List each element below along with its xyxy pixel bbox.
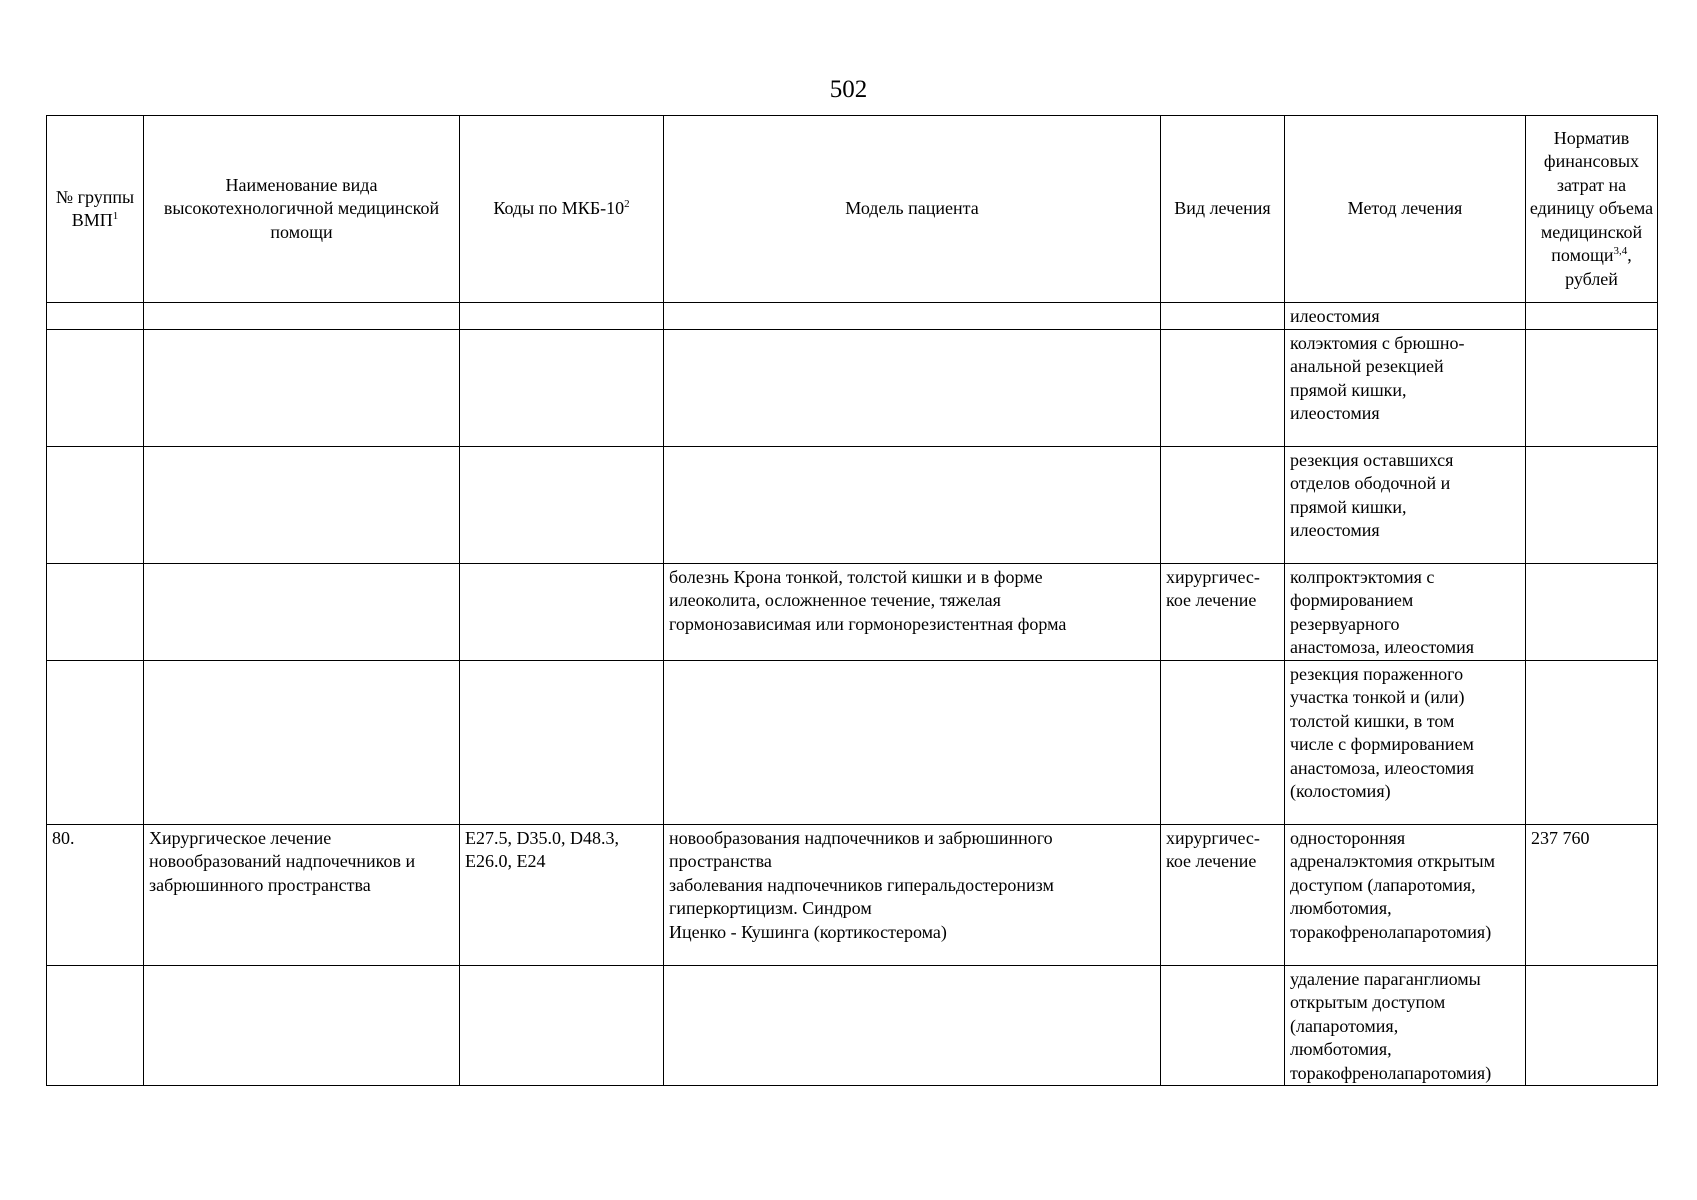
table-row: [47, 965, 1658, 1086]
cell-norm: [1526, 965, 1658, 1086]
cell-model: [664, 965, 1161, 1086]
vmp-table: [46, 115, 1658, 1086]
header-treatment-type: Вид лечения: [1161, 116, 1285, 303]
cell-method: колпроктэктомия с формированием резервуарного анастомоза, илеостомия: [1285, 563, 1526, 660]
cell-name: [144, 329, 460, 446]
cell-norm: [1526, 446, 1658, 563]
cell-model: болезнь Крона тонкой, толстой кишки и в форме илеоколита, осложненное течение, тяжелая гормонозависимая или гормонорезистентная форма: [664, 563, 1161, 660]
cell-treatment-type: [1161, 446, 1285, 563]
cell-icd: E27.5, D35.0, D48.3, E26.0, E24: [460, 824, 664, 965]
header-icd: Коды по МКБ-$10^2$: [460, 116, 664, 303]
cell-group-no: 80.: [47, 824, 144, 965]
table-row: [47, 563, 1658, 660]
table-header-row: [47, 116, 1658, 303]
cell-icd: [460, 446, 664, 563]
cell-treatment-type: [1161, 965, 1285, 1086]
header-method: Метод лечения: [1285, 116, 1526, 303]
cell-treatment-type: хирургичес- кое лечение: [1161, 824, 1285, 965]
cell-group-no: [47, 563, 144, 660]
cell-name: [144, 965, 460, 1086]
cell-model: новообразования надпочечников и забрюшинного пространства заболевания надпочечников гиперальдостеронизм гиперкортицизм. Синдром Иценко - Кушинга (кортикостерома): [664, 824, 1161, 965]
cell-method: колэктомия с брюшно- анальной резекцией прямой кишки, илеостомия: [1285, 329, 1526, 446]
header-norm: Норматив финансовых затрат на единицу объема медицинской помощи$^{3,4}$, рублей: [1526, 116, 1658, 303]
table-row: [47, 303, 1658, 330]
cell-group-no: [47, 329, 144, 446]
cell-norm: [1526, 303, 1658, 330]
page-number: 502: [829, 76, 868, 103]
cell-icd: [460, 563, 664, 660]
cell-norm: [1526, 563, 1658, 660]
cell-treatment-type: [1161, 329, 1285, 446]
cell-treatment-type: [1161, 303, 1285, 330]
cell-method: резекция пораженного участка тонкой и (или) толстой кишки, в том числе с формированием анастомоза, илеостомия (колостомия): [1285, 660, 1526, 824]
cell-icd: [460, 660, 664, 824]
cell-treatment-type: хирургичес- кое лечение: [1161, 563, 1285, 660]
cell-name: [144, 303, 460, 330]
cell-name: [144, 660, 460, 824]
cell-icd: [460, 965, 664, 1086]
cell-name: [144, 563, 460, 660]
cell-group-no: [47, 660, 144, 824]
cell-model: [664, 303, 1161, 330]
cell-group-no: [47, 446, 144, 563]
cell-name: Хирургическое лечение новообразований надпочечников и забрюшинного пространства: [144, 824, 460, 965]
cell-norm: [1526, 660, 1658, 824]
cell-method: удаление параганглиомы открытым доступом (лапаротомия, люмботомия, торакофренолапаротомия): [1285, 965, 1526, 1086]
table-row: [47, 329, 1658, 446]
cell-name: [144, 446, 460, 563]
cell-norm: [1526, 329, 1658, 446]
cell-icd: [460, 303, 664, 330]
cell-method: резекция оставшихся отделов ободочной и прямой кишки, илеостомия: [1285, 446, 1526, 563]
cell-treatment-type: [1161, 660, 1285, 824]
cell-method: односторонняя адреналэктомия открытым доступом (лапаротомия, люмботомия, торакофренолапаротомия): [1285, 824, 1526, 965]
header-group-no: № группы ВМП$^1$: [47, 116, 144, 303]
table-row: [47, 824, 1658, 965]
table-row: [47, 446, 1658, 563]
cell-model: [664, 660, 1161, 824]
cell-model: [664, 446, 1161, 563]
cell-group-no: [47, 965, 144, 1086]
cell-model: [664, 329, 1161, 446]
header-model: Модель пациента: [664, 116, 1161, 303]
header-name: Наименование вида высокотехнологичной медицинской помощи: [144, 116, 460, 303]
cell-icd: [460, 329, 664, 446]
cell-group-no: [47, 303, 144, 330]
table-row: [47, 660, 1658, 824]
cell-norm: 237 760: [1526, 824, 1658, 965]
cell-method: илеостомия: [1285, 303, 1526, 330]
